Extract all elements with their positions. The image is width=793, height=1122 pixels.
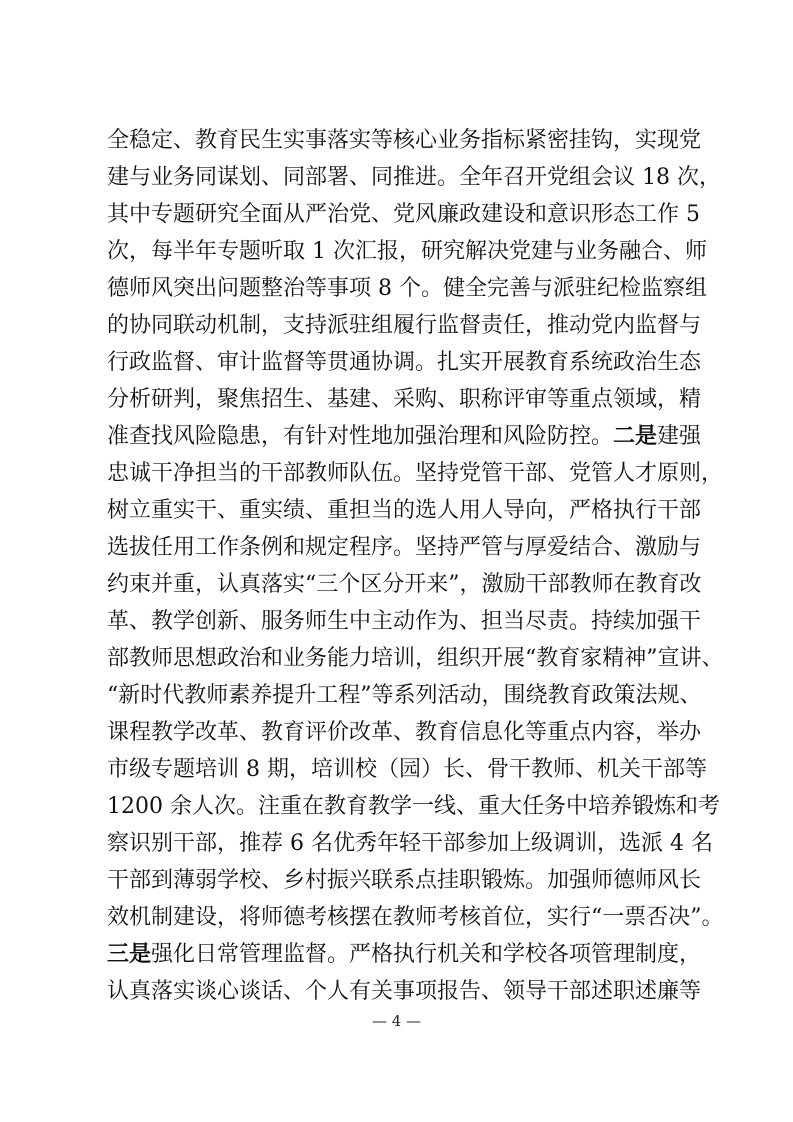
line-text: 认真落实谈心谈话、个人有关事项报告、领导干部述职述廉等 [107, 979, 702, 1004]
text-line [107, 899, 724, 936]
text-line [107, 381, 702, 418]
line-text: 全稳定、教育民生实事落实等核心业务指标紧密挂钩，实现党 [107, 128, 702, 153]
line-text: 行政监督、审计监督等贯通协调。扎实开展教育系统政治生态 [107, 350, 702, 375]
line-text: 其中专题研究全面从严治党、党风廉政建设和意识形态工作 5 [107, 202, 700, 227]
bold-heading-text: 二是 [613, 423, 658, 449]
line-text: 的协同联动机制，支持派驻组履行监督责任，推动党内监督与 [107, 313, 702, 338]
bold-heading-text: 三是 [107, 941, 152, 967]
line-text: 德师风突出问题整治等事项 8 个。健全完善与派驻纪检监察组 [107, 276, 707, 301]
line-text: 强化日常管理监督。严格执行机关和学校各项管理制度， [151, 942, 702, 967]
text-line [107, 603, 702, 640]
text-line [107, 344, 702, 381]
line-text: 建与业务同谋划、同部署、同推进。全年召开党组会议 18 次， [107, 165, 721, 190]
text-line [107, 677, 702, 714]
text-line [107, 566, 702, 603]
line-text: 察识别干部，推荐 6 名优秀年轻干部参加上级调训，选派 4 名 [107, 831, 713, 856]
text-line [107, 492, 702, 529]
line-text: 市级专题培训 8 期，培训校（园）长、骨干教师、机关干部等 [107, 757, 707, 782]
line-text: 干部到薄弱学校、乡村振兴联系点挂职锻炼。加强师德师风长 [107, 868, 702, 893]
text-line [107, 307, 702, 344]
page-number: — 4 — [371, 1012, 422, 1030]
text-line [107, 455, 724, 492]
text-line [107, 196, 700, 233]
text-line [107, 418, 702, 455]
line-text: 部教师思想政治和业务能力培训，组织开展“教育家精神”宣讲、 [107, 646, 724, 671]
text-line [107, 529, 702, 566]
line-text: “新时代教师素养提升工程”等系列活动，围绕教育政策法规、 [107, 683, 702, 708]
text-line [107, 270, 707, 307]
line-text: 1200 余人次。注重在教育教学一线、重大任务中培养锻炼和考 [107, 794, 720, 819]
text-line [107, 936, 702, 973]
line-text: 树立重实干、重实绩、重担当的选人用人导向，严格执行干部 [107, 498, 702, 523]
text-line [107, 751, 707, 788]
line-text: 约束并重，认真落实“三个区分开来”，激励干部教师在教育改 [107, 572, 702, 597]
text-line [107, 714, 702, 751]
text-line [107, 973, 702, 1010]
line-text: 准查找风险隐患，有针对性地加强治理和风险防控。 [107, 424, 614, 449]
document-body [107, 122, 724, 1010]
text-line [107, 825, 713, 862]
line-text: 建强 [657, 424, 702, 449]
text-line [107, 862, 702, 899]
line-text: 选拔任用工作条例和规定程序。坚持严管与厚爱结合、激励与 [107, 535, 702, 560]
text-line [107, 640, 724, 677]
line-text: 分析研判，聚焦招生、基建、采购、职称评审等重点领域，精 [107, 387, 702, 412]
line-text: 效机制建设，将师德考核摆在教师考核首位，实行“一票否决”。 [107, 905, 724, 930]
text-line [107, 122, 702, 159]
line-text: 次，每半年专题听取 1 次汇报，研究解决党建与业务融合、师 [107, 239, 707, 264]
text-line [107, 788, 720, 825]
line-text: 课程教学改革、教育评价改革、教育信息化等重点内容，举办 [107, 720, 702, 745]
text-line [107, 159, 721, 196]
line-text: 革、教学创新、服务师生中主动作为、担当尽责。持续加强干 [107, 609, 702, 634]
line-text: 忠诚干净担当的干部教师队伍。坚持党管干部、党管人才原则， [107, 461, 724, 486]
text-line [107, 233, 707, 270]
